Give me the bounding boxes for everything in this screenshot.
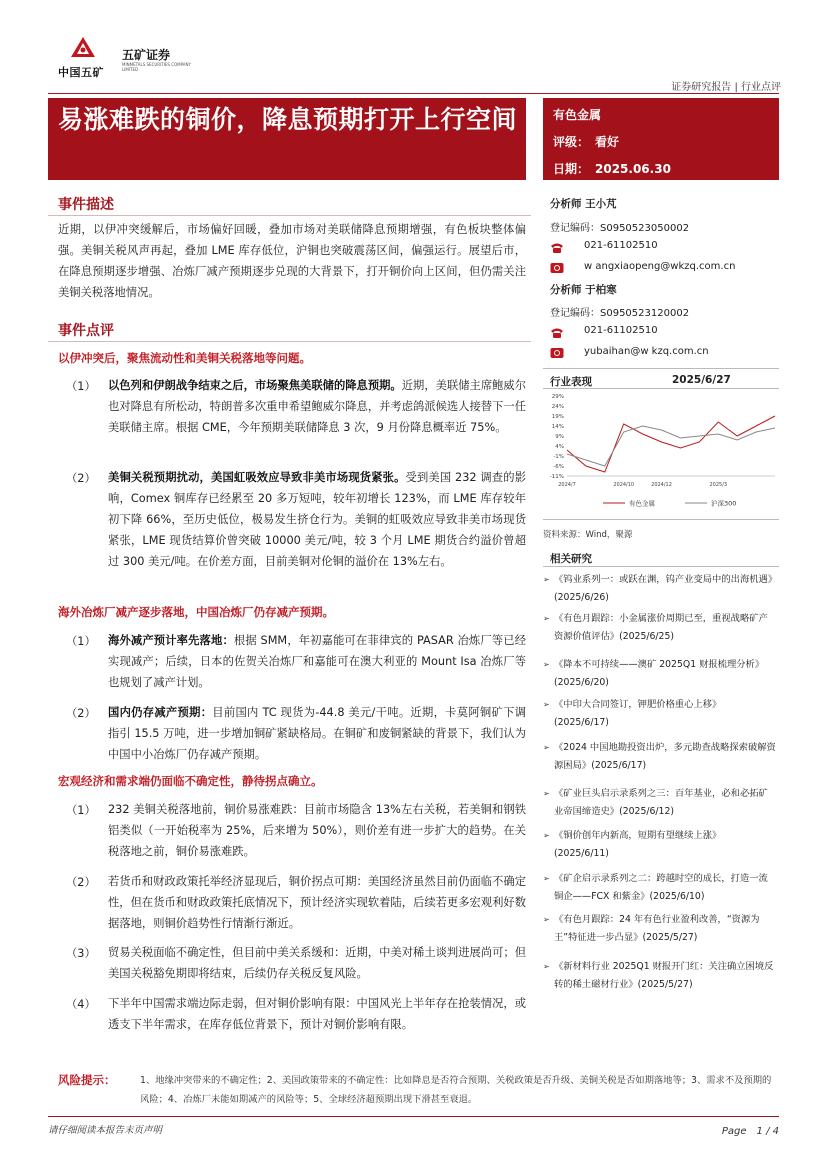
section-divider — [543, 566, 779, 567]
legend-label: 沪深300 — [711, 499, 737, 508]
bullet-arrow-icon: ➢ — [543, 743, 550, 752]
analyst-email[interactable]: yubaihan@w kzq.com.cn — [584, 346, 709, 357]
item-text: 近期，美联储主席鲍威尔也对降息有所松动，特朗普多次重申希望鲍威尔降息，并考虑鸽派候选人接替下一任美联储主席。根据 CME，今年预期美联储降息 3 次，9 月份降息概率近 75%。 — [108, 379, 527, 434]
bullet-arrow-icon: ➢ — [543, 874, 550, 883]
page-title: 易涨难跌的铜价，降息预期打开上行空间 — [58, 105, 518, 134]
section-divider — [543, 388, 779, 389]
item-number: （1） — [66, 804, 96, 817]
subheading-1: 以伊冲突后，聚焦流动性和美铜关税落地等问题。 — [58, 351, 311, 365]
bullet-arrow-icon: ➢ — [543, 789, 550, 798]
item-number: （2） — [66, 472, 96, 485]
item-text: 受到美国 232 调查的影响，Comex 铜库存已经累至 20 多万短吨，较年初增长 123%，而 LME 库存较年初下降 66%，至历史低位，极易发生挤仓行为。美铜的虹吸效应导致非美市场现货紧张，LME 现货结算价曾突破 10000 美元/吨，较 3 个月 LME 期货合约溢价曾超过 300 美元/吨。在价差方面，目前美铜对伦铜的溢价在 13%左右。 — [108, 471, 526, 568]
item-number: （3） — [66, 947, 96, 960]
analyst-name: 分析师 王小芃 — [550, 198, 617, 210]
y-tick-label: -6% — [553, 464, 564, 470]
item-number: （4） — [66, 998, 96, 1011]
legend-label: 有色金属 — [629, 499, 655, 508]
subheading-3: 宏观经济和需求端仍面临不确定性，静待拐点确立。 — [58, 774, 323, 788]
chart-source: 资料来源：Wind，聚源 — [543, 530, 633, 540]
report-type: 证券研究报告 | 行业点评 — [671, 82, 781, 93]
analyst-email[interactable]: w angxiaopeng@wkzq.com.cn — [584, 261, 736, 272]
item-number: （1） — [66, 380, 96, 393]
y-tick-label: 9% — [555, 434, 564, 440]
x-tick-label: 2024/10 — [613, 482, 635, 488]
item-text: 根据 SMM，年初嘉能可在菲律宾的 PASAR 冶炼厂等已经实现减产；后续，日本的佐贺关冶炼厂和嘉能可在澳大利亚的 Mount Isa 冶炼厂等也规划了减产计划。 — [108, 634, 526, 689]
chart-title: 行业表现 — [550, 376, 592, 388]
footer-disclaimer[interactable]: 请仔细阅读本报告末页声明 — [48, 1125, 163, 1136]
brand-name: 五矿证券 — [122, 48, 171, 62]
section-heading-event-desc: 事件描述 — [58, 197, 114, 213]
logo-text: 中国五矿 — [58, 66, 104, 79]
list-item — [108, 702, 526, 765]
phone-icon — [550, 239, 564, 251]
bullet-arrow-icon: ➢ — [543, 660, 550, 669]
analyst-reg: 登记编码：S0950523050002 — [550, 223, 690, 234]
related-research-link[interactable]: 《降本不可持续——澳矿 2025Q1 财报梳理分析》(2025/6/20) — [554, 659, 765, 688]
header-divider — [48, 93, 779, 94]
subheading-2: 海外冶炼厂减产逐步落地，中国冶炼厂仍存减产预期。 — [58, 605, 334, 619]
item-number: （1） — [66, 635, 96, 648]
bullet-arrow-icon: ➢ — [543, 915, 550, 924]
related-research-link[interactable]: 《中印大合同签订，钾肥价格重心上移》(2025/6/17) — [554, 699, 722, 728]
item-lead: 海外减产预计率先落地： — [108, 634, 234, 647]
related-research-link[interactable]: 《铜价创年内新高，短期有望继续上涨》(2025/6/11) — [554, 830, 722, 859]
list-item — [108, 630, 526, 693]
bullet-arrow-icon: ➢ — [543, 831, 550, 840]
performance-chart — [543, 390, 779, 515]
analyst-phone: 021-61102510 — [584, 325, 658, 336]
analyst-reg: 登记编码：S0950523120002 — [550, 308, 690, 319]
related-research-link[interactable]: 《矿企启示录系列之二：跨越时空的成长，打造一流铜企——FCX 和紫金》(2025/6/10) — [554, 873, 768, 902]
y-tick-label: -1% — [553, 454, 564, 460]
email-icon — [550, 344, 564, 356]
chart-date: 2025/6/27 — [672, 374, 731, 386]
item-number: （2） — [66, 876, 96, 889]
item-text: 目前国内 TC 现货为-44.8 美元/干吨。近期，卡莫阿铜矿下调指引 15.5 万吨，进一步增加铜矿紧缺格局。在铜矿和废铜紧缺的背景下，我们认为中国中小冶炼厂仍存减产预期。 — [108, 706, 526, 761]
y-tick-label: 24% — [551, 404, 564, 410]
section-divider — [543, 519, 779, 520]
section-heading-event-comment: 事件点评 — [58, 323, 114, 339]
list-item: 232 美铜关税落地前，铜价易涨难跌：目前市场隐含 13%左右关税，若美铜和钢铁铝类似（一开始税率为 25%，后来增为 50%），则价差有进一步扩大的趋势。在关税落地之前，铜价易涨难跌。 — [108, 803, 526, 858]
y-tick-label: 19% — [551, 414, 564, 420]
x-tick-label: 2024/7 — [558, 482, 576, 488]
bullet-arrow-icon: ➢ — [543, 614, 550, 623]
section-divider — [543, 368, 779, 369]
list-item: 下半年中国需求端边际走弱，但对铜价影响有限：中国风光上半年存在抢装情况，或透支下半年需求，在库存低位背景下，预计对铜价影响有限。 — [108, 997, 526, 1031]
bullet-arrow-icon: ➢ — [543, 700, 550, 709]
y-tick-label: 29% — [551, 394, 564, 400]
section-divider — [48, 215, 531, 216]
y-tick-label: -11% — [549, 474, 564, 480]
list-item — [108, 467, 526, 572]
event-desc-text: 近期，以伊冲突缓解后，市场偏好回暖，叠加市场对美联储降息预期增强，有色板块整体偏强。美铜关税风声再起，叠加 LME 库存低位，沪铜也突破震荡区间，偏强运行。展望后市，在降息预期逐步增强、冶炼厂减产预期逐步兑现的大背景下，打开铜价向上区间，但仍需关注美铜关税落地情况。 — [58, 223, 526, 299]
item-number: （2） — [66, 707, 96, 720]
bullet-arrow-icon: ➢ — [543, 575, 550, 584]
risk-label: 风险提示： — [58, 1073, 116, 1087]
risk-text: 1、地缘冲突带来的不确定性；2、美国政策带来的不确定性：比如降息是否符合预期、关税政策是否升级、美铜关税是否如期落地等；3、需求不及预期的风险；4、冶炼厂未能如期减产的风险等；5、全球经济超预期出现下滑甚至衰退。 — [140, 1075, 772, 1105]
list-item: 若货币和财政政策托举经济显现后，铜价拐点可期：美国经济虽然目前仍面临不确定性，但在货币和财政政策托底情况下，预计经济实现软着陆，后续若更多宏观利好数据落地，则铜价趋势性行情渐行渐近。 — [108, 875, 526, 930]
related-research-link[interactable]: 《钨业系列一：或跃在渊，钨产业变局中的出海机遇》(2025/6/26) — [554, 574, 773, 603]
list-item: 贸易关税面临不确定性，但目前中美关系缓和：近期，中美对稀土谈判进展尚可；但美国关税豁免期即将结束，后续仍存关税反复风险。 — [108, 946, 526, 980]
analyst-name: 分析师 于柏寒 — [550, 284, 617, 296]
section-divider — [48, 341, 531, 342]
brand-subtitle: MINMETALS SECURITIES COMPANY LIMITED — [122, 62, 191, 72]
footer-divider — [48, 1116, 779, 1117]
date-label: 日期： 2025.06.30 — [553, 162, 671, 176]
email-icon — [550, 259, 564, 271]
industry-label: 有色金属 — [553, 108, 602, 122]
related-research-link[interactable]: 《新材料行业 2025Q1 财报开门红：关注确立困境反转的稀土磁材行业》(2025/5/27) — [554, 961, 774, 990]
page-number: Page 1 / 4 — [721, 1126, 779, 1137]
x-tick-label: 2025/3 — [709, 482, 728, 488]
phone-icon — [550, 324, 564, 336]
related-research-link[interactable]: 《2024 中国地勘投资出炉，多元勘查战略探索破解资源困局》(2025/6/17) — [554, 742, 776, 771]
rating-label: 评级： 看好 — [553, 135, 620, 149]
bullet-arrow-icon: ➢ — [543, 962, 550, 971]
y-tick-label: 14% — [551, 424, 564, 430]
related-research-link[interactable]: 《矿业巨头启示录系列之三：百年基业，必和必拓矿业帝国缔造史》(2025/6/12) — [554, 788, 768, 817]
list-item — [108, 375, 526, 438]
related-research-link[interactable]: 《有色月跟踪：小金属涨价周期已至，重视战略矿产资源价值评估》(2025/6/25) — [554, 613, 768, 642]
related-research-link[interactable]: 《有色月跟踪：24 年有色行业盈利改善，“资源为王”特征进一步凸显》(2025/5/27) — [554, 914, 760, 943]
analyst-phone: 021-61102510 — [584, 240, 658, 251]
item-lead: 国内仍存减产预期： — [108, 706, 213, 719]
related-heading: 相关研究 — [550, 553, 592, 565]
logo-icon — [70, 36, 96, 58]
x-tick-label: 2024/12 — [651, 482, 672, 488]
y-tick-label: 4% — [555, 444, 564, 450]
item-lead: 以色列和伊朗战争结束之后，市场聚焦美联储的降息预期。 — [108, 379, 402, 392]
item-lead: 美铜关税预期扰动，美国虹吸效应导致非美市场现货紧张。 — [108, 471, 406, 484]
